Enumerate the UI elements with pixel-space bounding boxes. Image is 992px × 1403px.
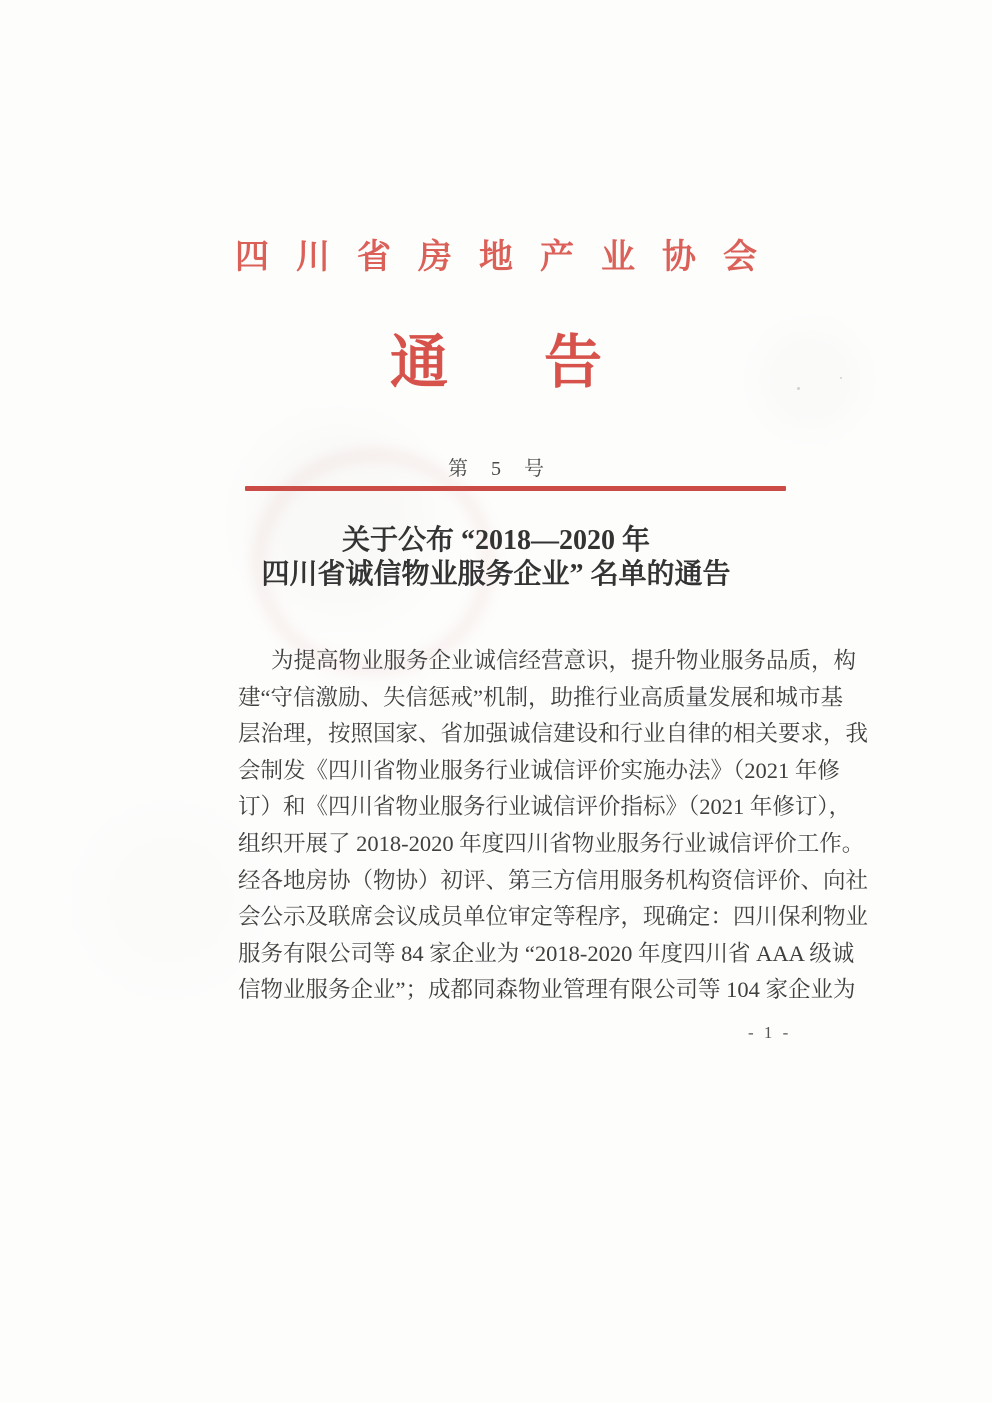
body-paragraph	[238, 643, 869, 1009]
document-title-line1: 关于公布 “2018—2020 年	[341, 525, 650, 556]
body-line: 经各地房协（物协）初评、第三方信用服务机构资信评价、向社	[238, 867, 869, 893]
body-line: 会公示及联席会议成员单位审定等程序，现确定：四川保利物业	[238, 904, 869, 930]
notice-type-title: 通告	[389, 330, 698, 395]
scan-speck	[840, 377, 842, 379]
body-line: 订）和《四川省物业服务行业诚信评价指标》（2021 年修订），	[238, 794, 852, 820]
body-line: 信物业服务企业”；成都同森物业管理有限公司等 104 家企业为	[238, 977, 856, 1003]
body-line: 层治理，按照国家、省加强诚信建设和行业自律的相关要求，我	[238, 721, 869, 747]
body-line: 组织开展了 2018-2020 年度四川省物业服务行业诚信评价工作。	[238, 830, 865, 856]
body-line: 服务有限公司等 84 家企业为 “2018-2020 年度四川省 AAA 级诚	[238, 940, 855, 966]
organization-name: 四川省房地产业协会	[235, 239, 784, 276]
document-title	[0, 524, 992, 592]
body-line: 建“守信激励、失信惩戒”机制，助推行业高质量发展和城市基	[238, 684, 843, 710]
body-line: 会制发《四川省物业服务行业诚信评价实施办法》（2021 年修	[238, 757, 840, 783]
page-number: - 1 -	[748, 1023, 792, 1042]
issue-number: 第 5 号	[448, 458, 553, 480]
scan-speck	[797, 387, 800, 390]
document-title-line2: 四川省诚信物业服务企业” 名单的通告	[261, 559, 731, 590]
body-line: 为提高物业服务企业诚信经营意识，提升物业服务品质，构	[271, 648, 857, 673]
